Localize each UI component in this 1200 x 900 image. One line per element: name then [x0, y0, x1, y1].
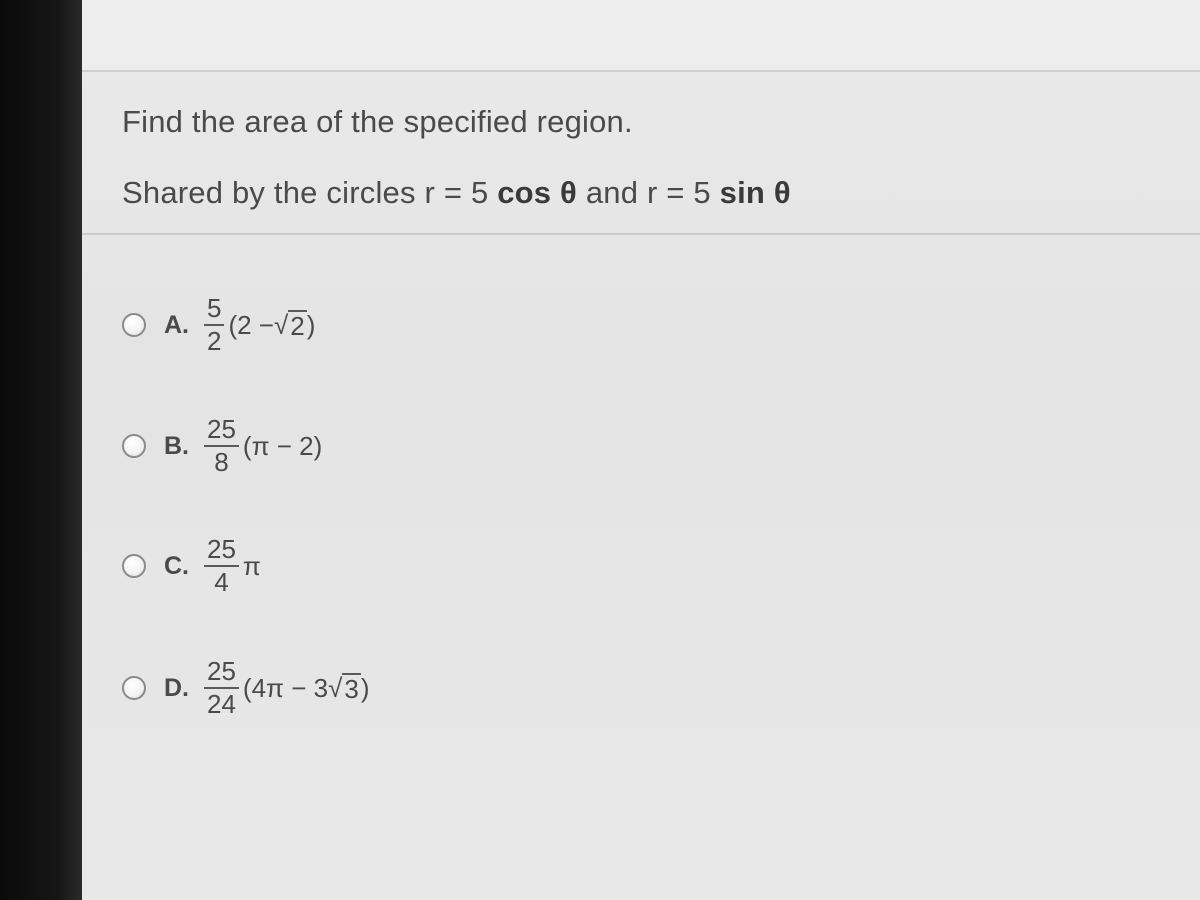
- square-root: [274, 310, 307, 341]
- option-d[interactable]: [122, 648, 370, 728]
- option-c[interactable]: [122, 526, 261, 606]
- option-letter: B.: [164, 431, 189, 460]
- sqrt-sign: √: [328, 672, 343, 703]
- fraction: [204, 292, 224, 356]
- fraction-denominator: 2: [207, 326, 222, 356]
- question-middle: and r = 5: [577, 175, 720, 210]
- option-b[interactable]: [122, 406, 322, 486]
- expr-close: ): [306, 309, 316, 340]
- divider: [82, 233, 1200, 235]
- expr-open: (2 −: [228, 309, 274, 340]
- question-theta-1: θ: [551, 175, 578, 210]
- radio-button-icon[interactable]: [122, 676, 146, 700]
- fraction-numerator: 5: [207, 292, 222, 323]
- option-expression: π: [242, 550, 261, 581]
- sqrt-radicand: 3: [344, 673, 359, 704]
- screen-bezel: [0, 0, 82, 900]
- fraction: [204, 413, 239, 477]
- option-expression: (π − 2): [242, 430, 323, 461]
- option-letter: C.: [164, 551, 189, 580]
- prompt-text: Find the area of the specified region.: [122, 104, 633, 139]
- fraction-numerator: 25: [207, 655, 236, 686]
- sqrt-sign: √: [274, 309, 289, 340]
- question-sin: sin: [719, 175, 766, 210]
- fraction-denominator: 8: [214, 447, 229, 477]
- option-letter: D.: [164, 673, 189, 702]
- header-band: [82, 0, 1200, 72]
- option-a[interactable]: [122, 285, 315, 365]
- question-prefix: Shared by the circles r = 5: [122, 175, 498, 210]
- fraction: [204, 655, 239, 719]
- question-cos: cos: [497, 175, 552, 210]
- square-root: [328, 673, 361, 704]
- radio-button-icon[interactable]: [122, 434, 146, 458]
- option-expression: [228, 310, 315, 341]
- question-theta-2: θ: [765, 175, 791, 210]
- fraction-denominator: 4: [214, 567, 229, 597]
- expr-close: ): [360, 672, 370, 703]
- fraction: [204, 533, 239, 597]
- expr-open: (4π − 3: [242, 672, 329, 703]
- question-text: [122, 175, 791, 211]
- radio-button-icon[interactable]: [122, 554, 146, 578]
- sqrt-radicand: 2: [290, 310, 305, 341]
- option-expression: [243, 673, 370, 704]
- fraction-numerator: 25: [207, 413, 236, 444]
- option-letter: A.: [164, 310, 189, 339]
- fraction-denominator: 24: [207, 689, 236, 719]
- radio-button-icon[interactable]: [122, 313, 146, 337]
- fraction-numerator: 25: [207, 533, 236, 564]
